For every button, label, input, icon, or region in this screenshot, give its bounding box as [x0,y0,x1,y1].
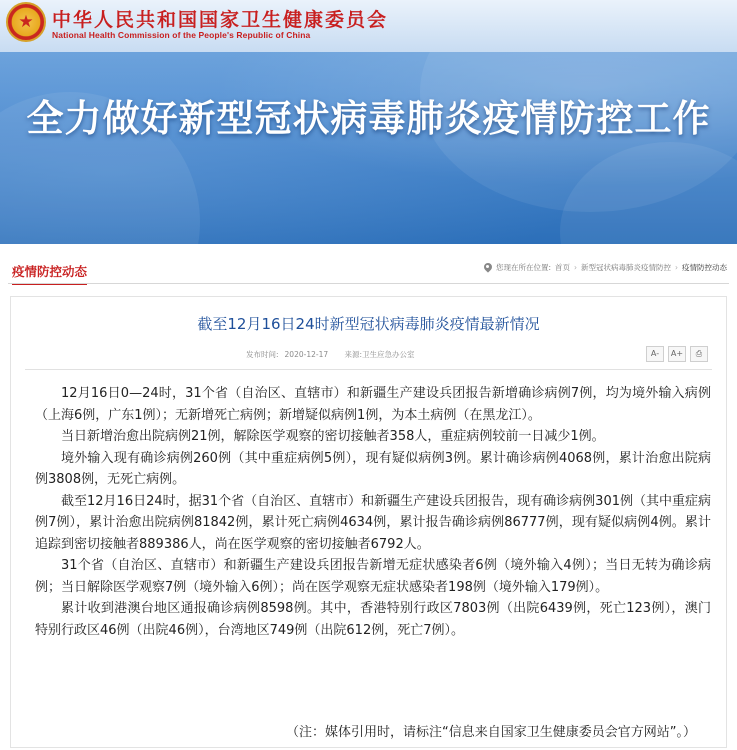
banner-title: 全力做好新型冠状病毒肺炎疫情防控工作 [26,97,711,140]
national-emblem-icon[interactable]: ★ [6,2,46,42]
nav-bar [0,244,737,284]
publish-date: 2020-12-17 [284,350,329,359]
paragraph: 截至12月16日24时，据31个省（自治区、直辖市）和新疆生产建设兵团报告，现有确诊病例301例（其中重症病例7例），累计治愈出院病例81842例，累计死亡病例4634例，累计报告确诊病例86777例，现有疑似病例4例。累计追踪到密切接触者889386人，尚在医学观察的密切接触者6792人。 [35,493,711,552]
org-name-cn[interactable]: 中华人民共和国国家卫生健康委员会 [52,9,389,31]
source-label: 来源: [344,350,363,359]
print-icon[interactable]: ⎙ [690,346,708,362]
breadcrumb-current[interactable]: 疫情防控动态 [682,263,727,272]
article-panel [10,296,727,748]
source-value: 卫生应急办公室 [362,350,415,359]
article-body [35,383,711,641]
paragraph: 12月16日0—24时，31个省（自治区、直辖市）和新疆生产建设兵团报告新增确诊病例7例，均为境外输入病例（上海6例，广东1例）；无新增死亡病例；新增疑似病例1例，为本土病例（在黑龙江）。 [35,386,711,423]
meta-divider [25,369,712,370]
breadcrumb-separator: › [574,263,577,272]
paragraph: 累计收到港澳台地区通报确诊病例8598例。其中，香港特别行政区7803例（出院6439例，死亡123例），澳门特别行政区46例（出院46例），台湾地区749例（出院612例，死亡7例）。 [35,601,711,638]
section-title: 疫情防控动态 [12,262,87,285]
paragraph: 31个省（自治区、直辖市）和新疆生产建设兵团报告新增无症状感染者6例（境外输入4例）；当日无转为确诊病例；当日解除医学观察7例（境外输入6例）；尚在医学观察无症状感染者198例（境外输入179例）。 [35,558,711,595]
font-larger-button[interactable]: A+ [668,346,686,362]
article-tools [646,346,708,362]
article-title: 截至12月16日24时新型冠状病毒肺炎疫情最新情况 [197,315,540,333]
breadcrumb-separator: › [675,263,678,272]
paragraph: 境外输入现有确诊病例260例（其中重症病例5例），现有疑似病例3例。累计确诊病例4068例，累计治愈出院病例3808例，无死亡病例。 [35,450,711,487]
banner-background [0,52,737,244]
media-note: （注：媒体引用时，请标注“信息来自国家卫生健康委员会官方网站”。） [286,725,696,740]
nav-divider [8,283,729,284]
location-pin-icon [484,263,492,273]
publish-label: 发布时间: [246,350,279,359]
paragraph: 当日新增治愈出院病例21例，解除医学观察的密切接触者358人，重症病例较前一日减少1例。 [61,429,605,444]
font-smaller-button[interactable]: A- [646,346,664,362]
breadcrumb-location-label: 您现在所在位置: [495,263,551,272]
article-meta [246,349,421,360]
org-name-en: National Health Commission of the People's Republic of China [52,30,311,40]
site-header [0,0,737,244]
breadcrumb [484,262,727,273]
breadcrumb-parent-link[interactable]: 新型冠状病毒肺炎疫情防控 [581,263,671,272]
breadcrumb-home-link[interactable]: 首页 [555,263,570,272]
